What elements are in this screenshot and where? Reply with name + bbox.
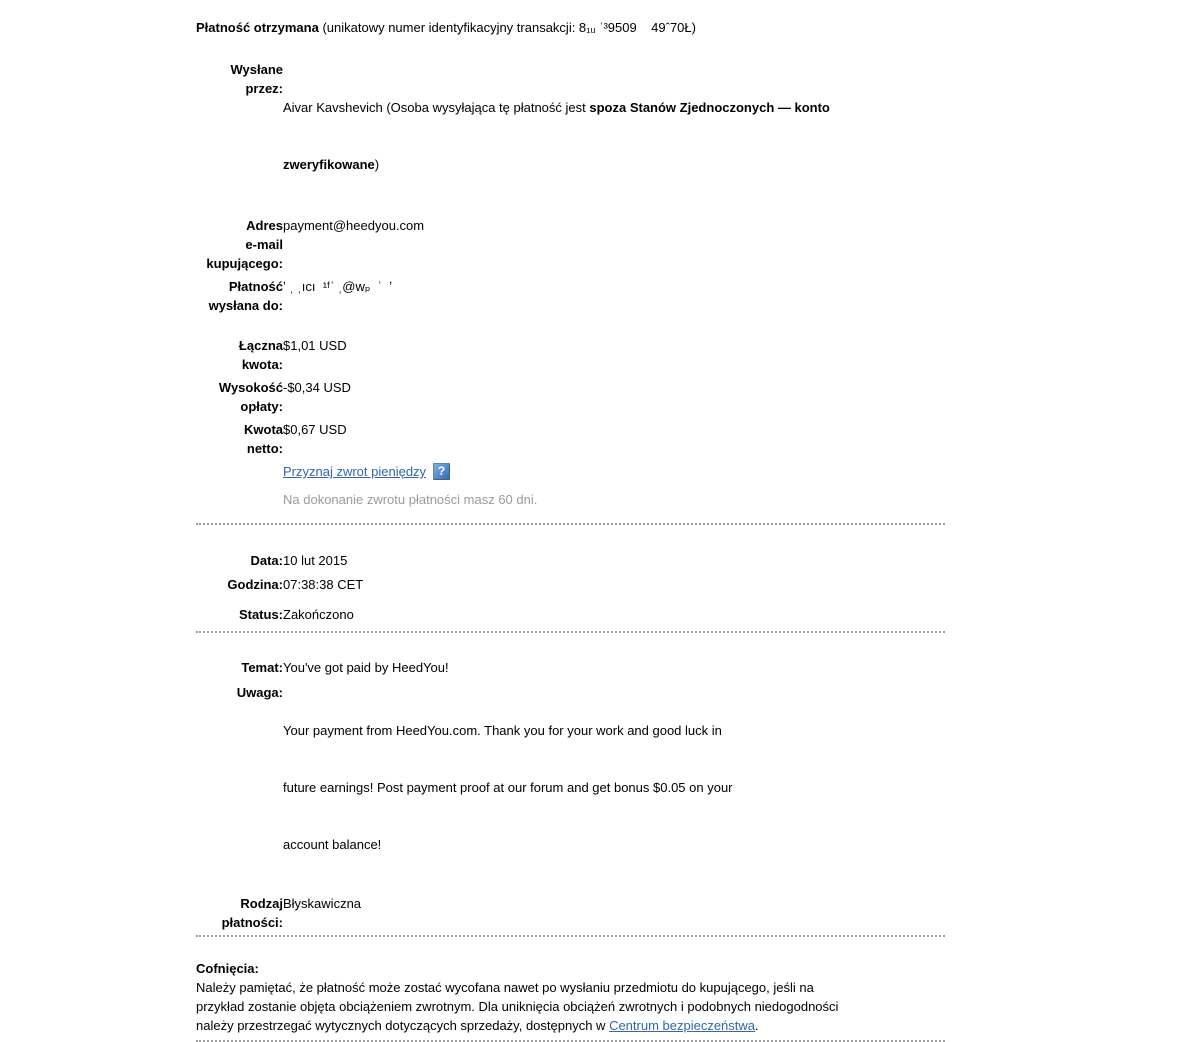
total-amount-label: Łączna kwota:: [238, 338, 283, 372]
row-total-amount: [196, 336, 945, 374]
refund-link[interactable]: Przyznaj zwrot pieniędzy: [283, 464, 427, 479]
row-net-amount: [196, 420, 945, 458]
refund-note: Na dokonanie zwrotu płatności masz 60 dni.: [283, 492, 538, 507]
reversals-line: przykład zostanie objęta obciążeniem zwrotnym. Dla uniknięcia obciążeń zwrotnych i podobnych niedogodności: [196, 999, 839, 1014]
status-label: Status:: [238, 607, 283, 622]
row-subject: [196, 658, 945, 677]
payment-details-table: [196, 60, 945, 1042]
note-label: Uwaga:: [236, 685, 283, 700]
section-divider: [196, 631, 945, 633]
fee-amount-label: Wysokość opłaty:: [218, 380, 283, 414]
sent-by-value: Aivar Kavshevich (Osoba wysyłająca tę płatność jest spoza Stanów Zjednoczonych — konto zweryfikowane): [283, 100, 830, 172]
status-value: Zakończono: [283, 607, 354, 622]
row-payment-type: [196, 894, 945, 932]
subject-value: You've got paid by HeedYou!: [283, 660, 449, 675]
net-amount-value: $0,67 USD: [283, 422, 347, 437]
page-title-bold: Płatność otrzymana: [196, 20, 319, 35]
transaction-id-text: (unikatowy numer identyfikacyjny transakcji: 8₁ᵤ ˈ³9509 49ˆ70Ł): [318, 20, 696, 35]
payment-type-label: Rodzaj płatności:: [221, 896, 283, 930]
refund-row: [283, 462, 945, 481]
help-icon[interactable]: ?: [433, 463, 450, 480]
reversals-line: należy przestrzegać wytycznych dotyczących sprzedaży, dostępnych w Centrum bezpieczeństwa.: [196, 1018, 759, 1033]
payment-sent-to-value: ʼ ˌ ˌıcı ¹ᶠˈ ˌ@wₚ ˈ ʼ: [283, 279, 393, 294]
row-note: [196, 683, 945, 892]
row-fee-amount: [196, 378, 945, 416]
row-payment-sent-to: [196, 277, 945, 315]
reversals-heading: Cofnięcia:: [196, 961, 259, 976]
section-divider: [196, 523, 945, 525]
subject-label: Temat:: [241, 660, 283, 675]
buyer-email-value: payment@heedyou.com: [283, 218, 425, 233]
fee-amount-value: -$0,34 USD: [283, 380, 351, 395]
net-amount-label: Kwota netto:: [244, 422, 283, 456]
buyer-email-label: Adres e-mail kupującego:: [206, 218, 283, 271]
page-title: [196, 18, 945, 37]
sent-by-label: Wysłane przez:: [230, 62, 283, 96]
receipt-content: [196, 18, 945, 1042]
reversals-section: [196, 959, 945, 1035]
security-center-link[interactable]: Centrum bezpieczeństwa: [609, 1018, 756, 1033]
date-label: Data:: [250, 553, 283, 568]
reversals-line: Należy pamiętać, że płatność może zostać wycofana nawet po wysłaniu przedmiotu do kupującego, jeśli na: [196, 980, 814, 995]
time-value: 07:38:38 CET: [283, 577, 364, 592]
row-date: [196, 551, 945, 570]
row-time: [196, 575, 945, 594]
date-value: 10 lut 2015: [283, 553, 348, 568]
row-status: [196, 605, 945, 624]
note-value: Your payment from HeedYou.com. Thank you for your work and good luck in future earnings! Post payment proof at our forum and get bonus $0.05 on your account balance!: [283, 723, 733, 852]
total-amount-value: $1,01 USD: [283, 338, 347, 353]
row-buyer-email: [196, 216, 945, 273]
payment-type-value: Błyskawiczna: [283, 896, 362, 911]
payment-sent-to-label: Płatność wysłana do:: [208, 279, 283, 313]
row-sent-by: [196, 60, 945, 212]
time-label: Godzina:: [227, 577, 283, 592]
section-divider: [196, 935, 945, 937]
